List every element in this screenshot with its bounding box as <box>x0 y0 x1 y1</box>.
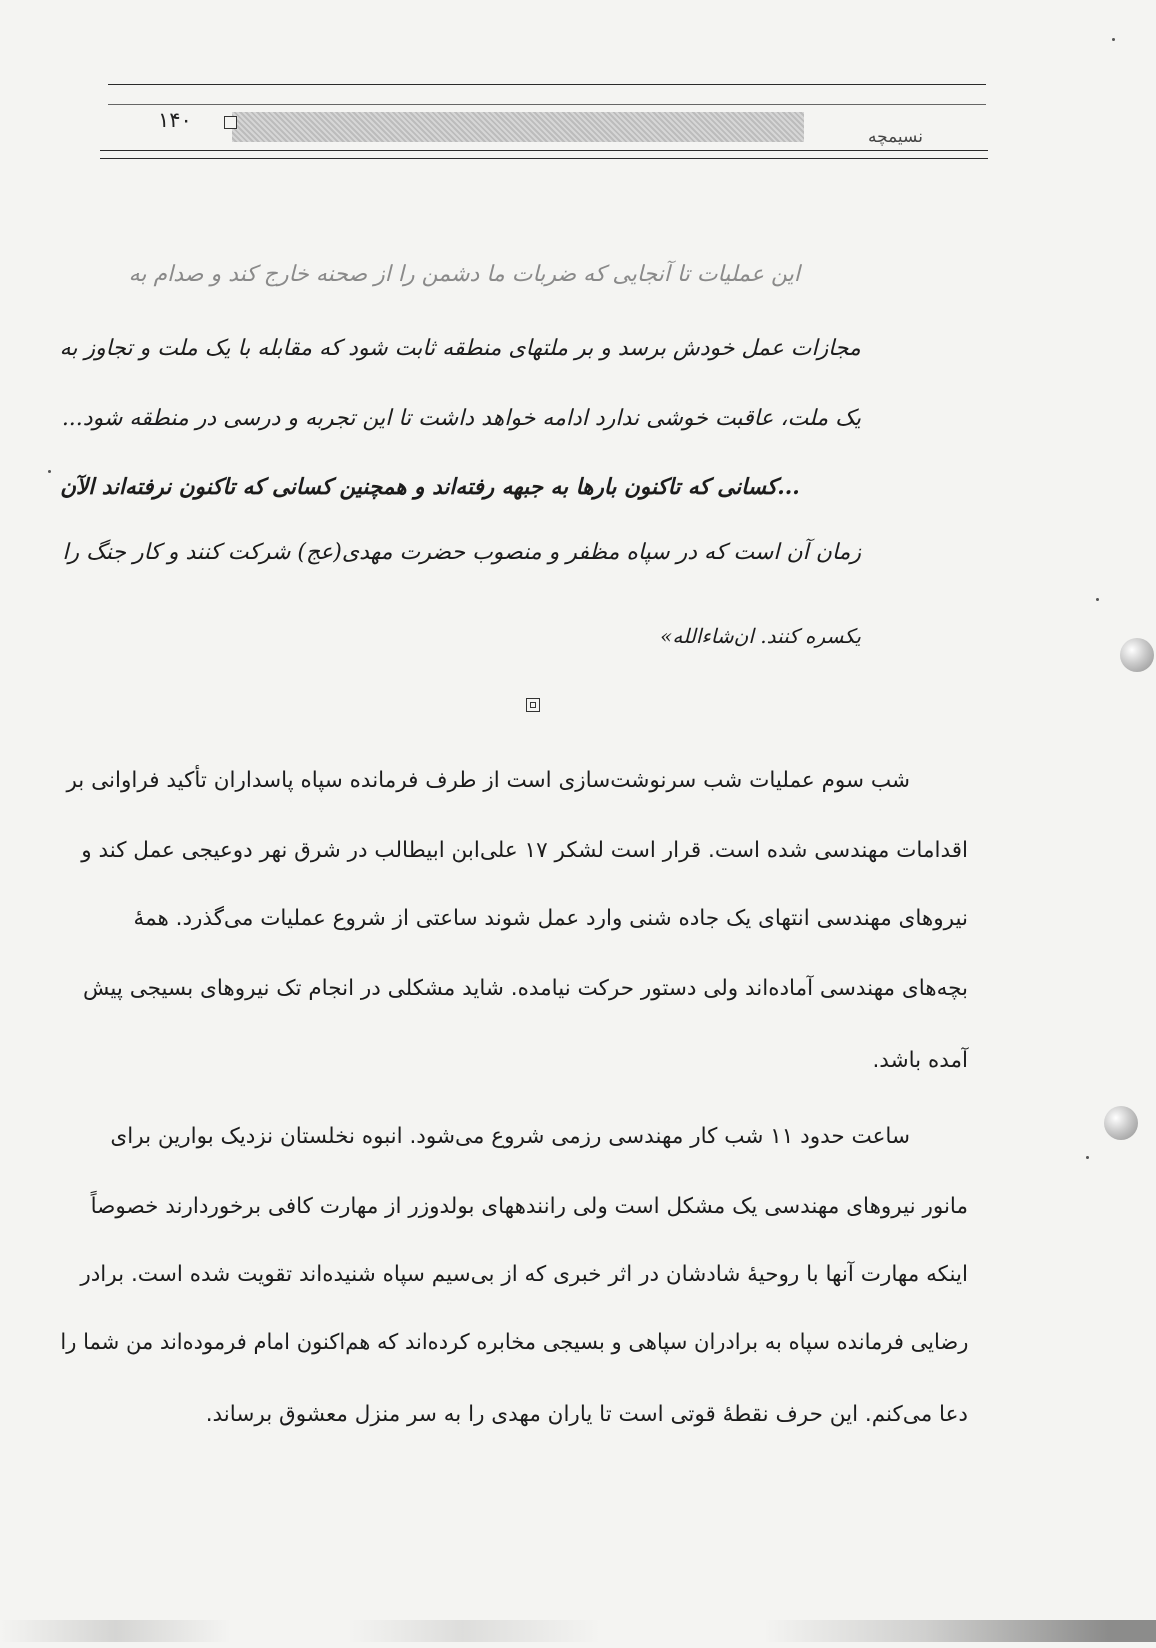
header-rule-bottom-inner <box>100 158 988 159</box>
scanner-edge-noise <box>0 1620 1156 1642</box>
paragraph-line: رضایی فرمانده سپاه به برادران سپاهی و بسیجی مخابره کرده‌اند که هم‌اکنون امام فرموده‌اند من شما را <box>60 1330 968 1355</box>
quote-line: یک ملت، عاقبت خوشی ندارد ادامه خواهد داشت تا این تجربه و درسی در منطقه شود... <box>61 406 861 431</box>
header-rule-top <box>108 84 986 85</box>
section-separator-icon <box>526 698 540 712</box>
paragraph-line: بچه‌های مهندسی آماده‌اند ولی دستور حرکت نیامده. شاید مشکلی در انجام تک نیروهای بسیجی پیش <box>83 976 968 1001</box>
punch-hole <box>1104 1106 1138 1140</box>
paragraph-line: اینکه مهارت آنها با روحیهٔ شادشان در اثر خبری که از بی‌سیم سپاه شنیده‌اند تقویت شده است. برادر <box>80 1262 968 1287</box>
quote-line: یکسره کنند. ان‌شاءالله» <box>660 624 861 648</box>
header-rule-bottom <box>100 150 988 151</box>
paragraph-line: مانور نیروهای مهندسی یک مشکل است ولی رانندههای بولدوزر از مهارت کافی برخوردارند خصوصاً <box>90 1194 968 1219</box>
quote-line: زمان آن است که در سپاه مظفر و منصوب حضرت مهدی(عج) شرکت کنند و کار جنگ را <box>62 540 861 565</box>
paragraph-line: نیروهای مهندسی انتهای یک جاده شنی وارد عمل شوند ساعتی از شروع عملیات می‌گذرد. همهٔ <box>133 906 968 931</box>
running-header-title: نسیمچه <box>868 127 923 147</box>
header-rule-inner <box>108 104 986 105</box>
page-number: ۱۴۰ <box>158 108 192 132</box>
quote-line: ...کسانی که تاکنون بارها به جبهه رفته‌اند و همچنین کسانی که تاکنون نرفته‌اند الآن <box>60 474 800 500</box>
paragraph-line: شب سوم عملیات شب سرنوشت‌سازی است از طرف فرمانده سپاه پاسداران تأکید فراوانی بر <box>66 768 910 793</box>
scan-speck <box>1112 38 1115 41</box>
scan-speck <box>1096 598 1099 601</box>
paragraph-line: دعا می‌کنم. این حرف نقطهٔ قوتی است تا یاران مهدی را به سر منزل معشوق برساند. <box>205 1402 968 1427</box>
scan-speck <box>1086 1156 1089 1159</box>
header-shaded-band <box>232 112 804 142</box>
header-box-icon <box>224 116 237 129</box>
paragraph-line: ساعت حدود ۱۱ شب کار مهندسی رزمی شروع می‌شود. انبوه نخلستان نزدیک بوارین برای <box>110 1124 910 1149</box>
punch-hole <box>1120 638 1154 672</box>
paragraph-line: اقدامات مهندسی شده است. قرار است لشکر ۱۷ علی‌ابن ابیطالب در شرق نهر دوعیجی عمل کند و <box>81 838 968 863</box>
quote-line: این عملیات تا آنجایی که ضربات ما دشمن را از صحنه خارج کند و صدام به <box>128 262 800 287</box>
paragraph-line: آمده باشد. <box>872 1048 968 1073</box>
scan-speck <box>48 470 51 473</box>
quote-line: مجازات عمل خودش برسد و بر ملتهای منطقه ثابت شود که مقابله با یک ملت و تجاوز به <box>59 336 861 361</box>
